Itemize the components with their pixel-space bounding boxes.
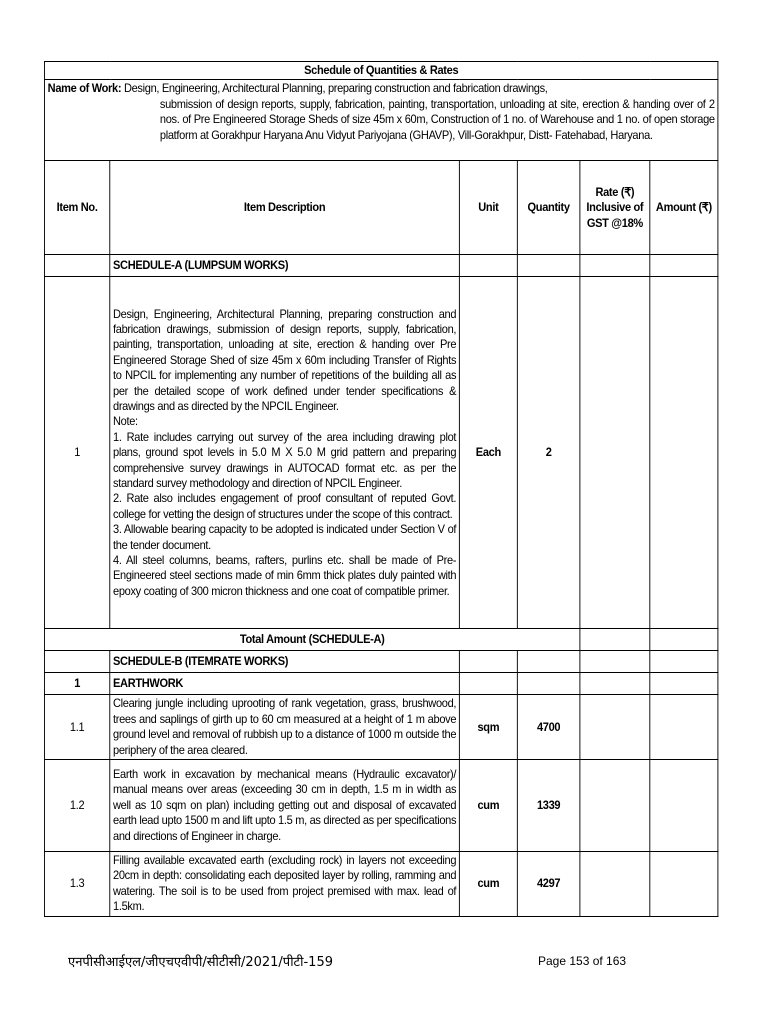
document-reference: एनपीसीआईएल/जीएचएवीपी/सीटीसी/2021/पीटी-159 — [68, 955, 333, 970]
schedule-a-no-cell — [44, 255, 109, 277]
item-unit: cum — [459, 760, 517, 852]
schedule-sheet — [44, 61, 715, 917]
empty-cell — [517, 651, 580, 673]
schedule-a-item-unit: Each — [459, 277, 517, 629]
description-paragraph: 3. Allowable bearing capacity to be adopted is indicated under Section V of the tender document. — [113, 522, 457, 552]
empty-cell — [580, 651, 650, 673]
amount-cell — [650, 629, 718, 651]
schedule-a-item-no: 1 — [44, 277, 109, 629]
empty-cell — [517, 673, 580, 695]
empty-cell — [44, 651, 109, 673]
description-paragraph: Design, Engineering, Architectural Planning, preparing construction and fabrication drawings, submission of design reports, supply, fabrication, painting, transportation, unloading at site, erection & handing over Pre Engineered Storage Shed of size 45m x 60m including Transfer of Rights to NPCIL for implementing any number of repetitions of the building all as per the detailed scope of work defined under tender specifications & drawings and as directed by the NPCIL Engineer. — [113, 306, 457, 413]
empty-cell — [650, 651, 718, 673]
item-quantity: 1339 — [517, 760, 580, 852]
header-unit: Unit — [459, 161, 517, 255]
name-of-work-label: Name of Work: — [47, 81, 122, 96]
schedule-a-item-quantity: 2 — [517, 277, 580, 629]
amount-cell — [650, 760, 718, 852]
group-no: 1 — [44, 673, 109, 695]
amount-cell — [650, 852, 718, 917]
empty-cell — [650, 673, 718, 695]
schedule-a-total-label: Total Amount (SCHEDULE-A) — [44, 629, 579, 651]
header-item-no: Item No. — [44, 161, 109, 255]
header-rate: Rate (₹) Inclusive of GST @18% — [580, 161, 650, 255]
table-row — [44, 695, 718, 760]
item-no: 1.1 — [44, 695, 109, 760]
rate-cell — [580, 852, 650, 917]
empty-cell — [459, 651, 517, 673]
rate-cell — [580, 760, 650, 852]
item-unit: cum — [459, 852, 517, 917]
rate-cell — [580, 277, 650, 629]
item-no: 1.3 — [44, 852, 109, 917]
item-quantity: 4700 — [517, 695, 580, 760]
description-paragraph: 4. All steel columns, beams, rafters, purlins etc. shall be made of Pre-Engineered steel sections made of min 6mm thick plates duly painted with epoxy coating of 300 micron thickness and one coat of compatible primer. — [113, 553, 457, 598]
item-description: Earth work in excavation by mechanical means (Hydraulic excavator)/ manual means over areas (exceeding 30 cm in depth, 1.5 m in width as well as 10 sqm on plan) including getting out and disposal of excavated earth lead upto 1500 m and lift upto 1.5 m, as directed as per specifications and directions of Engineer in charge. — [110, 760, 460, 852]
rate-cell — [580, 629, 650, 651]
item-unit: sqm — [459, 695, 517, 760]
group-title: EARTHWORK — [110, 673, 460, 695]
rate-cell — [580, 695, 650, 760]
table-row — [44, 760, 718, 852]
name-of-work-text-first: Design, Engineering, Architectural Planning, preparing construction and fabrication drawings, — [123, 81, 548, 96]
item-description: Filling available excavated earth (excluding rock) in layers not exceeding 20cm in depth: consolidating each deposited layer by rolling, ramming and watering. The soil is to be used from project premised with max. lead of 1.5km. — [110, 852, 460, 917]
description-paragraph: Note: — [113, 414, 138, 429]
empty-cell — [517, 255, 580, 277]
description-paragraph: 2. Rate also includes engagement of proof consultant of reputed Govt. college for vetting the design of structures under the scope of this contract. — [113, 491, 457, 521]
empty-cell — [580, 673, 650, 695]
empty-cell — [459, 673, 517, 695]
schedule-table — [44, 61, 718, 917]
amount-cell — [650, 277, 718, 629]
item-no: 1.2 — [44, 760, 109, 852]
header-amount: Amount (₹) — [650, 161, 718, 255]
schedule-a-item-description — [110, 277, 460, 629]
schedule-a-heading: SCHEDULE-A (LUMPSUM WORKS) — [110, 255, 460, 277]
name-of-work — [44, 80, 718, 161]
item-quantity: 4297 — [517, 852, 580, 917]
description-paragraph: 1. Rate includes carrying out survey of the area including drawing plot plans, ground spot levels in 5.0 M X 5.0 M grid pattern and preparing comprehensive survey drawings in AUTOCAD format etc. as per the standard survey methodology and direction of NPCIL Engineer. — [113, 429, 457, 491]
empty-cell — [459, 255, 517, 277]
header-description: Item Description — [110, 161, 460, 255]
empty-cell — [650, 255, 718, 277]
header-quantity: Quantity — [517, 161, 580, 255]
schedule-b-heading: SCHEDULE-B (ITEMRATE WORKS) — [110, 651, 460, 673]
name-of-work-text-rest: submission of design reports, supply, fabrication, painting, transportation, unloading at site, erection & handing over of 2 nos. of Pre Engineered Storage Sheds of size 45m x 60m, Construction of 1 no. of Warehouse and 1 no. of open storage platform at Gorakhpur Haryana Anu Vidyut Pariyojana (GHAVP), Vill-Gorakhpur, Distt- Fatehabad, Haryana. — [159, 96, 715, 142]
schedule-title: Schedule of Quantities & Rates — [44, 62, 718, 80]
page-number: Page 153 of 163 — [538, 954, 627, 968]
item-description: Clearing jungle including uprooting of rank vegetation, grass, brushwood, trees and saplings of girth up to 60 cm measured at a height of 1 m above ground level and removal of rubbish up to a distance of 1000 m outside the periphery of the area cleared. — [110, 695, 460, 760]
table-row — [44, 852, 718, 917]
empty-cell — [580, 255, 650, 277]
amount-cell — [650, 695, 718, 760]
